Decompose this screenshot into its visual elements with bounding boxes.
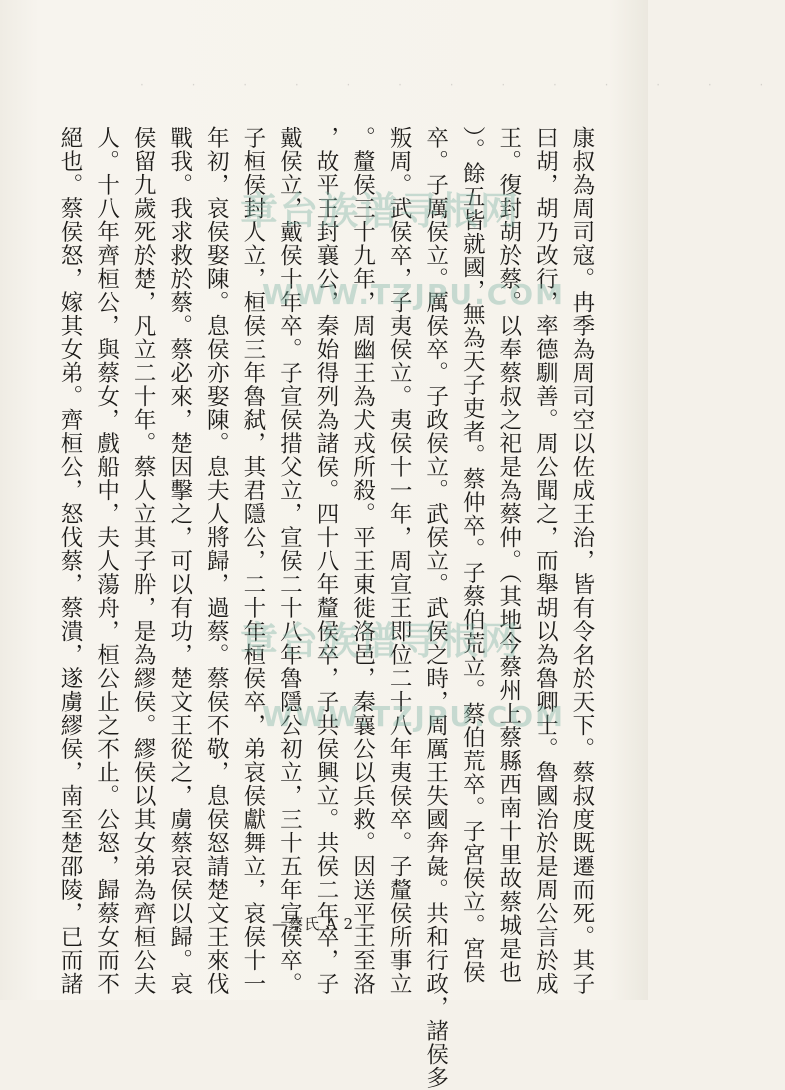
watermark-text: 章台族谱寻根网 [240, 189, 521, 233]
watermark-url: WWW.TZJPU.COM [262, 700, 565, 733]
text-column: 年初，哀侯娶陳。息侯亦娶陳。息夫人將歸，過蔡。蔡侯不敬，息侯怒請楚文王來伐 [203, 126, 230, 996]
text-column: ，故平王封襄公，秦始得列為諸侯。四十八年釐侯卒，子共侯興立。共侯二年卒，子 [312, 126, 339, 996]
text-column: 人。十八年齊桓公，與蔡女，戲船中，夫人蕩舟，桓公止之不止。公怒，歸蔡女而不 [93, 126, 120, 996]
text-column: 叛周。武侯卒，子夷侯立。夷侯十一年，周宣王即位二十八年夷侯卒。子釐侯所事立 [386, 126, 413, 996]
watermark-url: WWW.TZJPU.COM [262, 278, 565, 311]
text-column: ）。餘五皆就國，無為天子吏者。蔡仲卒。子蔡伯荒立。蔡伯荒卒。子宮侯立。宮侯 [459, 126, 486, 985]
text-column: 絕也。蔡侯怒，嫁其女弟。齊桓公，怒伐蔡，蔡潰，遂虜繆侯，南至楚邵陵，已而諸 [57, 126, 83, 996]
bleed-through-text: ‧ ‧ ‧ ‧ ‧ ‧ ‧ ‧ ‧ ‧ ‧ ‧ ‧ [140, 78, 785, 92]
text-column: 侯留九歲死於楚，凡立二十年。蔡人立其子肸，是為繆侯。繆侯以其女弟為齊桓公夫 [130, 126, 157, 996]
text-column: 曰胡，胡乃改行，率德馴善。周公聞之，而舉胡以為魯卿士。魯國治於是周公言於成 [532, 126, 559, 996]
text-column: 戰我。我求救於蔡。蔡必來，楚因擊之，可以有功，楚文王從之，虜蔡哀侯以歸。哀 [166, 126, 193, 996]
text-column: 戴侯立，戴侯十年卒。子宣侯措父立，宣侯二十八年魯隱公初立，三十五年宣侯卒。 [276, 126, 303, 996]
text-column: 子桓侯封人立，桓侯三年魯弑，其君隱公，二十年桓侯卒，弟哀侯獻舞立，哀侯十一 [239, 126, 266, 996]
page-footer: —蔡氏 A 2 — [272, 915, 376, 933]
text-column: 卒。子厲侯立。厲侯卒。子政侯立。武侯立。武侯之時，周厲王失國奔彘。共和行政，諸侯多 [422, 126, 449, 1090]
text-column: 康叔為周司寇。冉季為周司空以佐成王治，皆有令名於天下。蔡叔度既遷而死。其子 [568, 126, 595, 996]
text-column: 。釐侯三十九年，周幽王為犬戎所殺。平王東徙洛邑，秦襄公以兵救。因送平王至洛 [349, 126, 376, 996]
text-columns [52, 126, 600, 1090]
text-column: 王。復封胡於蔡。以奉蔡叔之祀是為蔡仲。（其地今蔡州上蔡縣西南十里故蔡城是也 [495, 126, 522, 985]
watermark-text: 章台族谱寻根网 [240, 619, 521, 663]
